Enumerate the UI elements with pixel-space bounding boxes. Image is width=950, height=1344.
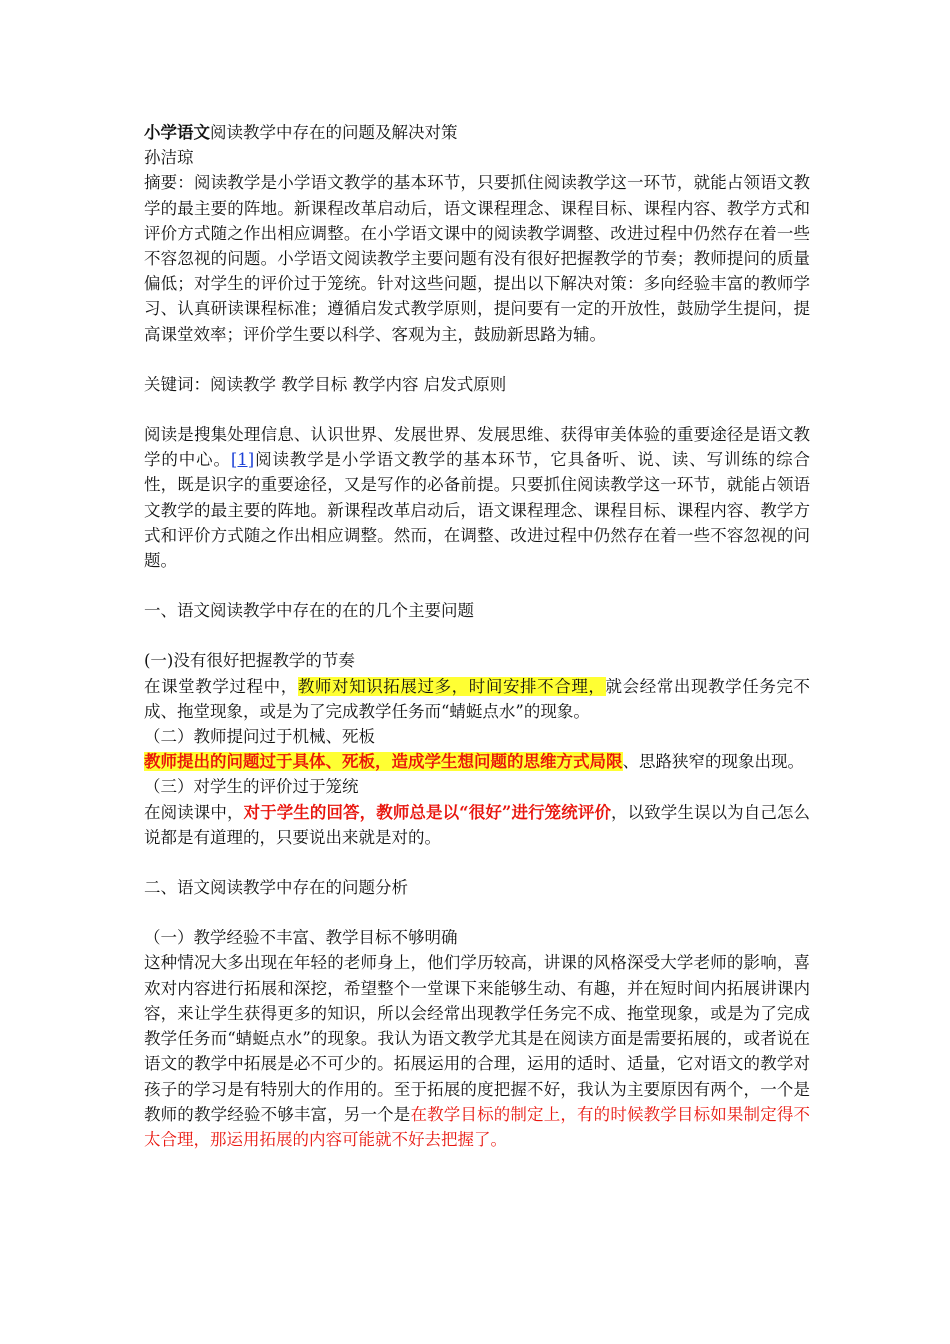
author-name: 孙洁琼 xyxy=(144,148,194,168)
spacer xyxy=(144,397,810,422)
section1-sub2-heading: （二）教师提问过于机械、死板 xyxy=(144,727,375,747)
section2-body-text: 这种情况大多出现在年轻的老师身上，他们学历较高，讲课的风格深受大学老师的影响，喜欢对内容进行拓展和深挖，希望整个一堂课下来能够生动、有趣，并在短时间内拓展讲课内容，来让学生获得更多的知识，所以会经常出现教学任务完不成、拖堂现象，或是为了完成教学任务而“蜻蜓点水”的现象。我认为语文教学尤其是在阅读方面是需要拓展的，或者说在语文的教学中拓展是必不可少的。拓展运用的合理，运用的适时、适量，它对语文的教学对孩子的学习是有特别大的作用的。至于拓展的度把握不好，我认为主要原因有两个，一个是教师的教学经验不够丰富，另一个是 xyxy=(144,953,810,1124)
sub1-highlight: 教师对知识拓展过多，时间安排不合理， xyxy=(297,676,606,696)
reference-link[interactable]: [1] xyxy=(230,450,255,470)
spacer xyxy=(144,623,810,648)
spacer xyxy=(144,850,810,875)
section2-sub1-heading: （一）教学经验不丰富、教学目标不够明确 xyxy=(144,928,458,948)
intro-text-1: 阅读是搜集处理信息、认识世界、发展世界、发展思维、获得审美体验的重要途径是语文教学的中心。 xyxy=(144,425,810,470)
sub3-pre: 在阅读课中， xyxy=(144,802,244,822)
section2-red-text: 在教学目标的制定上，有的时候教学目标如果制定得不太合理，那运用拓展的内容可能就不好去把握了。 xyxy=(144,1104,811,1149)
title-rest: 阅读教学中存在的问题及解决对策 xyxy=(210,123,458,142)
section1-sub3-body xyxy=(144,800,810,850)
sub2-highlight: 教师提出的问题过于具体、死板，造成学生想问题的思维方式局限 xyxy=(144,752,623,772)
intro-paragraph xyxy=(144,422,810,573)
section2-sub1-body xyxy=(144,950,810,1152)
keywords-line: 关键词：阅读教学 教学目标 教学内容 启发式原则 xyxy=(144,374,507,394)
sub3-post: ，以致学生误以为自己怎么说都是有道理的，只要说出来就是对的。 xyxy=(144,802,811,847)
section1-sub3-heading: （三）对学生的评价过于笼统 xyxy=(144,777,359,797)
document-title xyxy=(144,120,810,145)
section1-sub2-body xyxy=(144,749,810,774)
section1-sub1-body xyxy=(144,674,810,724)
sub1-post: 就会经常出现教学任务完不成、拖堂现象，或是为了完成教学任务而“蜻蜓点水”的现象。 xyxy=(144,676,811,721)
section2-heading: 二、语文阅读教学中存在的问题分析 xyxy=(144,878,408,898)
spacer xyxy=(144,573,810,598)
document-page xyxy=(144,120,810,1152)
spacer xyxy=(144,347,810,372)
sub1-pre: 在课堂教学过程中， xyxy=(144,676,298,696)
title-bold-part: 小学语文 xyxy=(144,123,210,142)
spacer xyxy=(144,900,810,925)
intro-text-2: 阅读教学是小学语文教学的基本环节，它具备听、说、读、写训练的综合性，既是识字的重要途径，又是写作的必备前提。只要抓住阅读教学这一环节，就能占领语文教学的最主要的阵地。新课程改革启动后，语文课程理念、课程目标、课程内容、教学方式和评价方式随之作出相应调整。然而，在调整、改进过程中仍然存在着一些不容忽视的问题。 xyxy=(144,450,811,571)
section1-sub1-heading: (一)没有很好把握教学的节奏 xyxy=(144,651,355,671)
section1-heading: 一、语文阅读教学中存在的在的几个主要问题 xyxy=(144,601,474,621)
abstract-paragraph: 摘要：阅读教学是小学语文教学的基本环节，只要抓住阅读教学这一环节，就能占领语文教学的最主要的阵地。新课程改革启动后，语文课程理念、课程目标、课程内容、教学方式和评价方式随之作出相应调整。在小学语文课中的阅读教学调整、改进过程中仍然存在着一些不容忽视的问题。小学语文阅读教学主要问题有没有很好把握教学的节奏；教师提问的质量偏低；对学生的评价过于笼统。针对这些问题，提出以下解决对策：多向经验丰富的教师学习、认真研读课程标准；遵循启发式教学原则，提问要有一定的开放性，鼓励学生提问，提高课堂效率；评价学生要以科学、客观为主，鼓励新思路为辅。 xyxy=(144,173,810,344)
sub2-post: 、思路狭窄的现象出现。 xyxy=(622,752,804,772)
sub3-emphasis: 对于学生的回答，教师总是以“很好”进行笼统评价 xyxy=(243,802,612,822)
